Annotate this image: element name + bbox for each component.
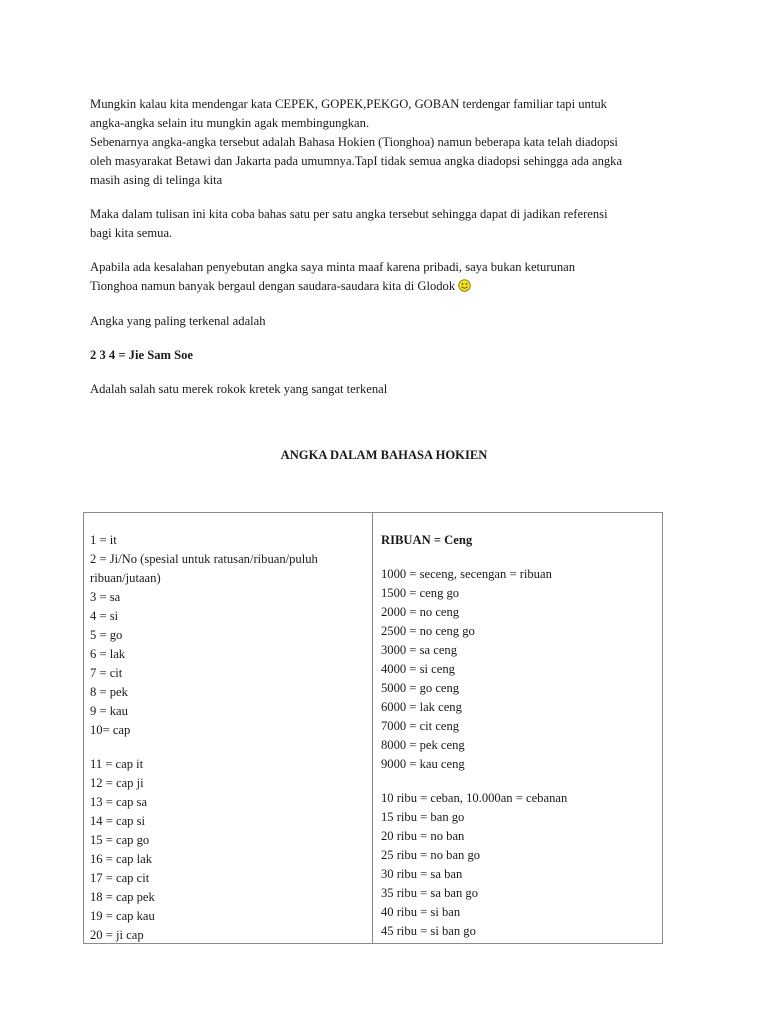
table-column-divider (372, 513, 373, 943)
table-right-item: 35 ribu = sa ban go (381, 886, 478, 900)
intro-p1-line-4: oleh masyarakat Betawi dan Jakarta pada umumnya.TapI tidak semua angka diadopsi sehingga ada angka (90, 154, 623, 168)
table-right-spacer (381, 550, 567, 565)
intro-paragraph-4 (90, 312, 690, 331)
table-right-column (381, 531, 567, 941)
table-left-column (90, 531, 318, 945)
jie-sam-soe-line (90, 346, 690, 365)
table-left-item: 12 = cap ji (90, 776, 144, 790)
number-table (83, 512, 663, 944)
table-right-item: 9000 = kau ceng (381, 757, 465, 771)
table-left-item: 17 = cap cit (90, 871, 150, 885)
table-left-item: 5 = go (90, 628, 123, 642)
table-right-item: 10 ribu = ceban, 10.000an = cebanan (381, 791, 568, 805)
intro-paragraph-1 (90, 95, 690, 190)
table-right-item: 25 ribu = no ban go (381, 848, 481, 862)
intro-p4-text: Angka yang paling terkenal adalah (90, 314, 266, 328)
table-right-item: 15 ribu = ban go (381, 810, 465, 824)
intro-p3-line-2-wrap (90, 277, 690, 296)
table-left-item: 15 = cap go (90, 833, 150, 847)
table-left-item: 10= cap (90, 723, 131, 737)
intro-paragraph-3 (90, 258, 690, 296)
table-left-item: 11 = cap it (90, 757, 144, 771)
table-right-item: 8000 = pek ceng (381, 738, 465, 752)
table-left-item: 2 = Ji/No (spesial untuk ratusan/ribuan/puluh (90, 552, 318, 566)
table-right-item: 30 ribu = sa ban (381, 867, 463, 881)
intro-p1-line-5: masih asing di telinga kita (90, 173, 223, 187)
table-right-spacer (381, 774, 567, 789)
table-right-item: 20 ribu = no ban (381, 829, 465, 843)
table-left-item: 19 = cap kau (90, 909, 155, 923)
table-left-item: 8 = pek (90, 685, 128, 699)
table-left-item: 4 = si (90, 609, 119, 623)
intro-paragraph-6 (90, 380, 690, 399)
table-left-item: 9 = kau (90, 704, 128, 718)
table-left-item: 13 = cap sa (90, 795, 148, 809)
table-left-spacer (90, 740, 318, 755)
table-left-item: 18 = cap pek (90, 890, 155, 904)
table-left-item: 16 = cap lak (90, 852, 153, 866)
intro-p3-line-1: Apabila ada kesalahan penyebutan angka saya minta maaf karena pribadi, saya bukan keturunan (90, 260, 576, 274)
table-left-item: 7 = cit (90, 666, 123, 680)
table-right-item: 45 ribu = si ban go (381, 924, 476, 938)
table-left-item: 20 = ji cap (90, 928, 144, 942)
section-heading: ANGKA DALAM BAHASA HOKIEN (280, 448, 488, 462)
table-right-item: 7000 = cit ceng (381, 719, 460, 733)
intro-p1-line-2: angka-angka selain itu mungkin agak membingungkan. (90, 116, 370, 130)
intro-p3-line-2: Tionghoa namun banyak bergaul dengan saudara-saudara kita di Glodok (90, 279, 456, 293)
smiley-emoticon-icon (458, 279, 471, 292)
table-right-item: 5000 = go ceng (381, 681, 460, 695)
intro-p6-text: Adalah salah satu merek rokok kretek yang sangat terkenal (90, 382, 388, 396)
intro-p1-line-3: Sebenarnya angka-angka tersebut adalah Bahasa Hokien (Tionghoa) namun beberapa kata telah diadopsi (90, 135, 618, 149)
table-right-item: 2500 = no ceng go (381, 624, 475, 638)
table-left-item: 1 = it (90, 533, 117, 547)
table-right-item: 3000 = sa ceng (381, 643, 457, 657)
table-right-item: 40 ribu = si ban (381, 905, 461, 919)
jie-sam-soe-text: 2 3 4 = Jie Sam Soe (90, 348, 194, 362)
table-right-item: 6000 = lak ceng (381, 700, 462, 714)
table-left-item: ribuan/jutaan) (90, 571, 161, 585)
table-left-item: 3 = sa (90, 590, 121, 604)
table-right-item: 1500 = ceng go (381, 586, 460, 600)
intro-p2-line-2: bagi kita semua. (90, 226, 173, 240)
intro-p2-line-1: Maka dalam tulisan ini kita coba bahas satu per satu angka tersebut sehingga dapat di jadikan referensi (90, 207, 608, 221)
table-right-item: 4000 = si ceng (381, 662, 455, 676)
table-right-item: 1000 = seceng, secengan = ribuan (381, 567, 552, 581)
intro-p1-line-1: Mungkin kalau kita mendengar kata CEPEK, GOPEK,PEKGO, GOBAN terdengar familiar tapi untuk (90, 97, 607, 111)
table-right-item: 2000 = no ceng (381, 605, 460, 619)
intro-paragraph-2 (90, 205, 690, 243)
table-left-item: 14 = cap si (90, 814, 146, 828)
table-left-item: 6 = lak (90, 647, 126, 661)
table-right-title: RIBUAN = Ceng (381, 533, 473, 547)
